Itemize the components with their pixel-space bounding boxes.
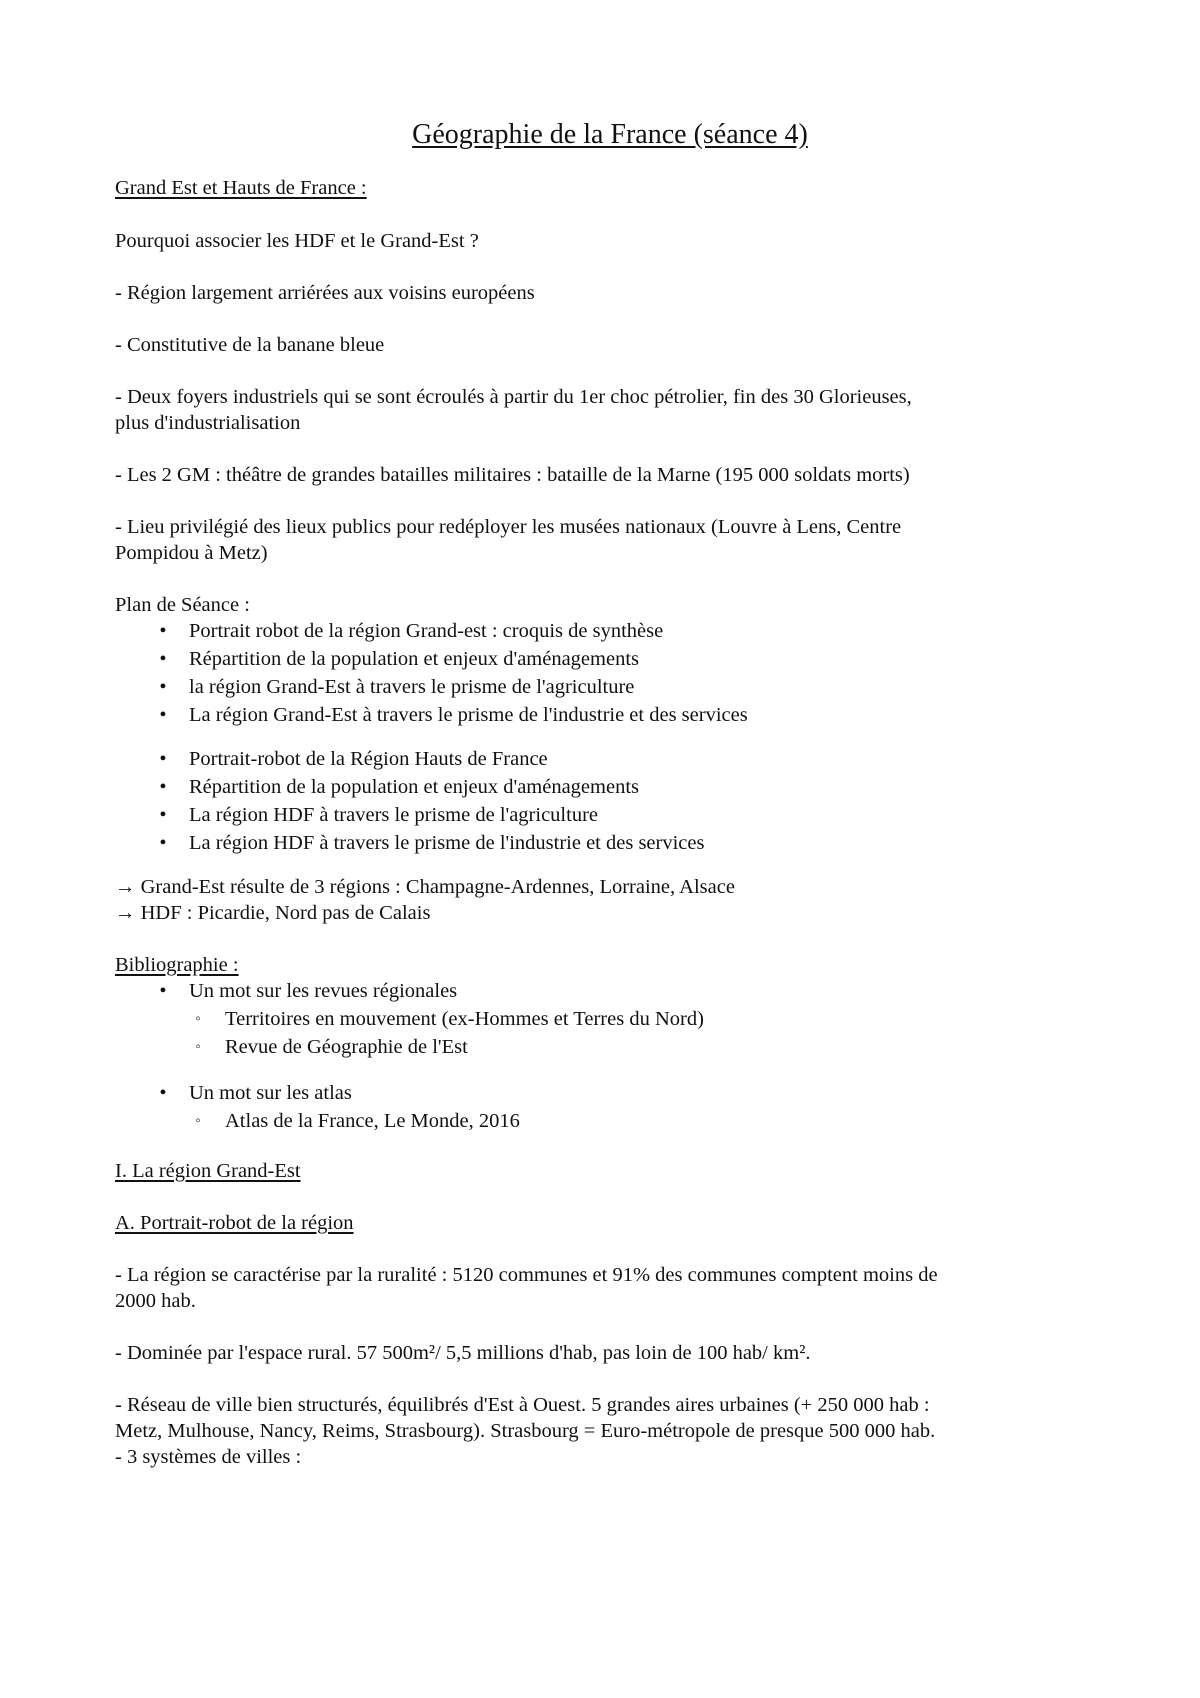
- arrow-note: → HDF : Picardie, Nord pas de Calais: [115, 902, 431, 924]
- list-item: • La région HDF à travers le prisme de l'industrie et des services: [115, 830, 1105, 858]
- intro-point: - Lieu privilégié des lieux publics pour redéployer les musées nationaux (Louvre à Lens, Centre: [115, 516, 902, 538]
- body-paragraph-continuation: 2000 hab.: [115, 1290, 196, 1312]
- bullet-icon: •: [159, 832, 167, 854]
- bullet-icon: •: [159, 748, 167, 770]
- list-item: • La région HDF à travers le prisme de l'agriculture: [115, 802, 1105, 830]
- sub-bullet-icon: ◦: [195, 1113, 201, 1129]
- list-item: ◦ Revue de Géographie de l'Est: [115, 1034, 1105, 1062]
- sub-bullet-icon: ◦: [195, 1039, 201, 1055]
- plan-heading: Plan de Séance :: [115, 594, 250, 616]
- bullet-icon: •: [159, 776, 167, 798]
- intro-point-continuation: plus d'industrialisation: [115, 412, 301, 434]
- list-item: • Un mot sur les atlas: [115, 1080, 1105, 1108]
- plan-list-grand-est: [115, 618, 1105, 730]
- intro-point-continuation: Pompidou à Metz): [115, 542, 268, 564]
- list-item: • la région Grand-Est à travers le prisme de l'agriculture: [115, 674, 1105, 702]
- list-item: ◦ Atlas de la France, Le Monde, 2016: [115, 1108, 1105, 1136]
- plan-list-hdf: [115, 746, 1105, 858]
- list-item: • Un mot sur les revues régionales: [115, 978, 1105, 1006]
- bullet-icon: •: [159, 704, 167, 726]
- sub-bullet-icon: ◦: [195, 1011, 201, 1027]
- list-item: ◦ Territoires en mouvement (ex-Hommes et Terres du Nord): [115, 1006, 1105, 1034]
- intro-point: - Deux foyers industriels qui se sont écroulés à partir du 1er choc pétrolier, fin des 30 Glorieuses,: [115, 386, 912, 408]
- list-item: • Portrait robot de la région Grand-est : croquis de synthèse: [115, 618, 1105, 646]
- intro-point: - Les 2 GM : théâtre de grandes batailles militaires : bataille de la Marne (195 000 soldats morts): [115, 464, 910, 486]
- bullet-icon: •: [159, 980, 167, 1002]
- body-paragraph: - Réseau de ville bien structurés, équilibrés d'Est à Ouest. 5 grandes aires urbaines (+ 250 000 hab :: [115, 1394, 930, 1416]
- subsection-heading: A. Portrait-robot de la région: [115, 1212, 354, 1234]
- subtitle: Grand Est et Hauts de France :: [115, 177, 367, 199]
- bullet-icon: •: [159, 676, 167, 698]
- list-item: • Répartition de la population et enjeux d'aménagements: [115, 646, 1105, 674]
- body-paragraph: - Dominée par l'espace rural. 57 500m²/ 5,5 millions d'hab, pas loin de 100 hab/ km².: [115, 1342, 811, 1364]
- bullet-icon: •: [159, 620, 167, 642]
- intro-point: - Région largement arriérées aux voisins européens: [115, 282, 535, 304]
- body-paragraph: - 3 systèmes de villes :: [115, 1446, 302, 1468]
- bibliography-revues-list: [115, 978, 1105, 1062]
- body-paragraph-continuation: Metz, Mulhouse, Nancy, Reims, Strasbourg). Strasbourg = Euro-métropole de presque 500 000 hab.: [115, 1420, 936, 1442]
- list-item: • Portrait-robot de la Région Hauts de France: [115, 746, 1105, 774]
- list-item: • La région Grand-Est à travers le prisme de l'industrie et des services: [115, 702, 1105, 730]
- intro-question: Pourquoi associer les HDF et le Grand-Est ?: [115, 230, 479, 252]
- bibliography-heading: Bibliographie :: [115, 954, 239, 976]
- list-item: • Répartition de la population et enjeux d'aménagements: [115, 774, 1105, 802]
- intro-point: - Constitutive de la banane bleue: [115, 334, 385, 356]
- section-heading: I. La région Grand-Est: [115, 1160, 301, 1182]
- body-paragraph: - La région se caractérise par la ruralité : 5120 communes et 91% des communes comptent moins de: [115, 1264, 938, 1286]
- bullet-icon: •: [159, 1082, 167, 1104]
- bibliography-atlas-list: [115, 1080, 1105, 1136]
- bullet-icon: •: [159, 648, 167, 670]
- page-title: Géographie de la France (séance 4): [412, 119, 808, 150]
- bullet-icon: •: [159, 804, 167, 826]
- arrow-note: → Grand-Est résulte de 3 régions : Champagne-Ardennes, Lorraine, Alsace: [115, 876, 735, 898]
